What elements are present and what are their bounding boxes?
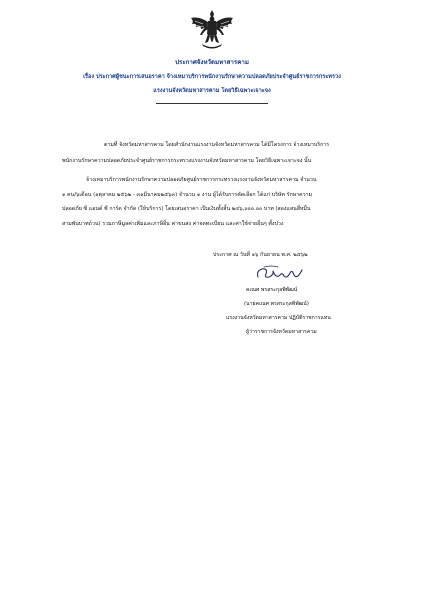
announcement-date: ประกาศ ณ วันที่ ๑๖ กันยายน พ.ศ. ๒๕๖๒ [213,252,308,258]
office-title: ประกาศจังหวัดมหาสารคาม [175,59,249,66]
garuda-emblem-graphic [187,8,237,52]
paragraph-1-line-1: ตามที่ จังหวัดมหาสารคาม โดยสำนักงานแรงงานจังหวัดมหาสารคาม ได้มีโครงการ จ้างเหมาบริการ [104,142,330,148]
signatory-role-line-1: แรงงานจังหวัดมหาสารคาม ปฏิบัติราชการแทน [226,315,331,321]
paragraph-2-line-2: ๑ คน/๖เดือน (๑ตุลาคม ๒๕๖๒ - ๓๑มีนาคม๒๕๖๓) จำนวน ๑ งาน ผู้ได้รับการคัดเลือก ได้แก่ บริษัท รักษาความ [62,192,313,198]
subject-line-1: เรื่อง ประกาศผู้ชนะการเสนอราคา จ้างเหมาบริการพนักงานรักษาความปลอดภัยประจำศูนย์ราชการกระทรวง [83,74,341,80]
garuda-emblem-icon [187,8,237,52]
signatory-name: คเณศ พรสระกุลพิพัฒน์ [246,287,298,293]
signature-graphic [254,263,308,283]
signatory-full-name: (นายคเณศ พรสระกุลพิพัฒน์) [244,301,309,307]
handwritten-signature [254,263,308,283]
signatory-role-line-2: ผู้ว่าราชการจังหวัดมหาสารคาม [246,329,317,335]
paragraph-2-line-3: ปลอดภัย ซี แอนด์ ซี การ์ด จำกัด (ให้บริการ) โดยเสนอราคา เป็นเงินทั้งสิ้น ๒๔๖,๐๐๐.๐๐ บาท (สองแสนสี่หมื่น [62,206,311,212]
subject-line-2: แรงงานจังหวัดมหาสารคาม โดยวิธีเฉพาะเจาะจง [153,88,271,94]
paragraph-2-line-4: สามพันบาทถ้วน) รวมภาษีมูลค่าเพิ่มและภาษีอื่น ค่าขนส่ง ค่าจดทะเบียน และค่าใช้จ่ายอื่นๆ ทั้งปวง [62,221,284,227]
paragraph-1-line-2: พนักงานรักษาความปลอดภัยประจำศูนย์ราชการกระทรวงแรงงานจังหวัดมหาสารคาม โดยวิธีเฉพาะเจาะจง นั้น [62,158,312,164]
header-divider [156,103,268,104]
paragraph-2-line-1: จ้างเหมาบริการพนักงานรักษาความปลอดภัยศูนย์ราชการกระทรวงแรงงานจังหวัดมหาสารคาม จำนวน [86,177,317,183]
